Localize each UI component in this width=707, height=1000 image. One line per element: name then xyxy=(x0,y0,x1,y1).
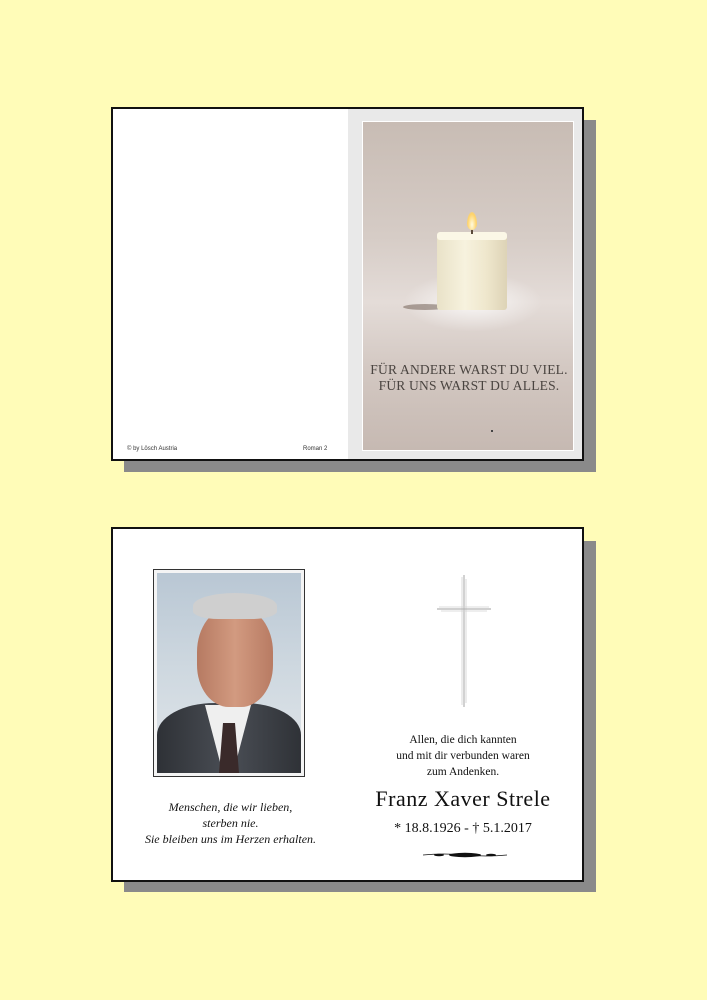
verse-line: FÜR ANDERE WARST DU VIEL. xyxy=(370,362,568,377)
dedication-line: Allen, die dich kannten xyxy=(409,734,517,746)
dedication-line: zum Andenken. xyxy=(426,766,500,778)
quote-line: sterben nie. xyxy=(202,816,259,830)
life-dates: * 18.8.1926 - † 5.1.2017 xyxy=(394,821,532,836)
portrait-hair xyxy=(193,593,277,619)
speck xyxy=(491,430,493,432)
quote-line: Menschen, die wir lieben, xyxy=(168,800,293,814)
quote-line: Sie bleiben uns im Herzen erhalten. xyxy=(144,832,317,846)
copyright-credit: © by Lösch Austria xyxy=(127,446,178,452)
deceased-name: Franz Xaver Strele xyxy=(375,786,551,811)
model-label: Roman 2 xyxy=(303,446,328,452)
ornament-divider-icon xyxy=(423,851,507,859)
candle-flame xyxy=(467,212,477,230)
verse-line: FÜR UNS WARST DU ALLES. xyxy=(378,378,560,393)
candle-panel xyxy=(348,109,582,459)
bottom-card xyxy=(111,527,584,882)
dedication-line: und mit dir verbunden waren xyxy=(396,750,530,762)
candle xyxy=(437,234,507,310)
portrait-frame xyxy=(153,569,305,777)
portrait-photo xyxy=(157,573,301,773)
verse xyxy=(363,362,574,394)
cross-icon xyxy=(435,573,493,709)
memorial-quote xyxy=(113,799,348,847)
candle-image xyxy=(362,121,574,451)
dedication xyxy=(343,732,583,780)
top-card xyxy=(111,107,584,461)
portrait-face xyxy=(197,607,273,707)
